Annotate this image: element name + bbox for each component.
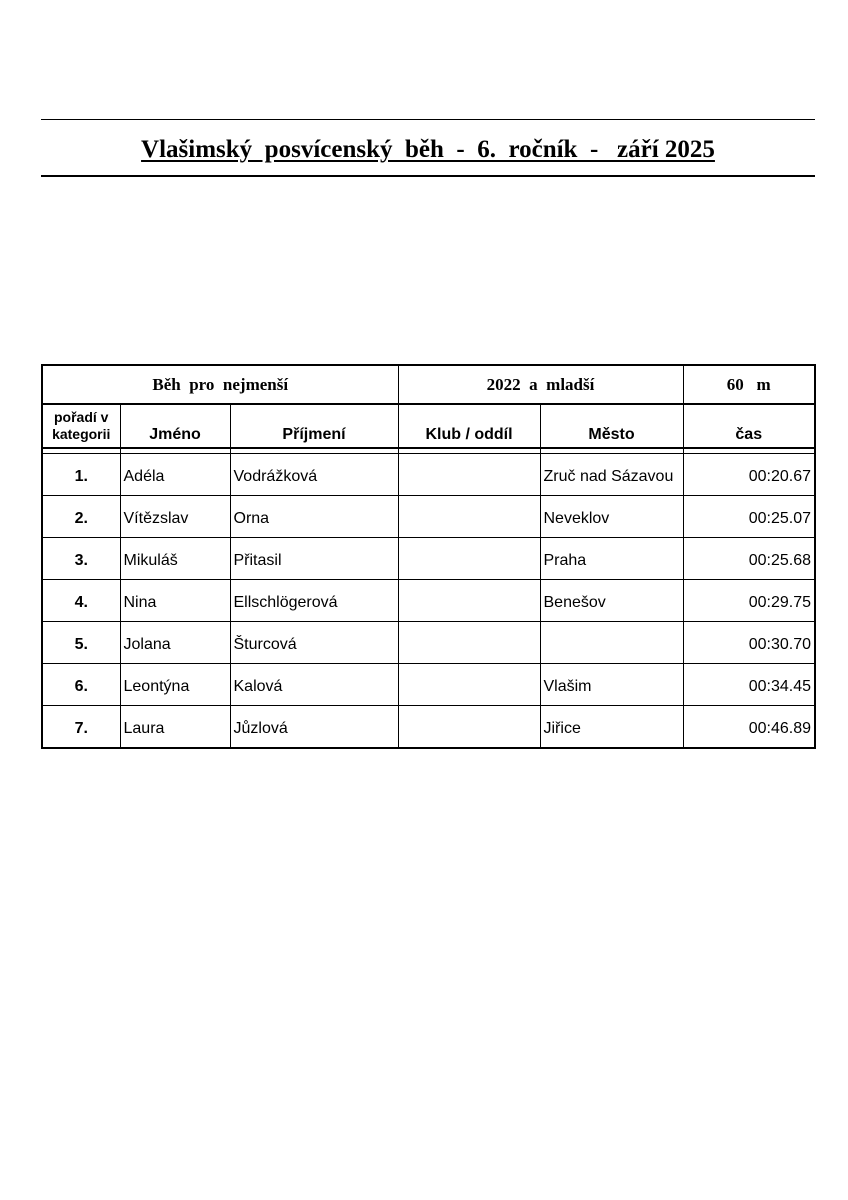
time-cell: 00:20.67 — [683, 454, 815, 496]
name-cell: Vítězslav — [120, 496, 230, 538]
city-cell: Neveklov — [540, 496, 683, 538]
name-cell: Adéla — [120, 454, 230, 496]
surname-cell: Ellschlögerová — [230, 580, 398, 622]
time-header: čas — [683, 404, 815, 448]
surname-header: Příjmení — [230, 404, 398, 448]
city-cell: Benešov — [540, 580, 683, 622]
city-cell: Praha — [540, 538, 683, 580]
city-cell: Zruč nad Sázavou — [540, 454, 683, 496]
category-name: Běh pro nejmenší — [42, 365, 398, 404]
table-row — [42, 706, 815, 749]
title-top-rule — [41, 119, 815, 120]
surname-cell: Vodrážková — [230, 454, 398, 496]
table-row — [42, 454, 815, 496]
category-distance: 60 m — [683, 365, 815, 404]
club-cell — [398, 496, 540, 538]
rank-cell: 5. — [42, 622, 120, 664]
name-cell: Jolana — [120, 622, 230, 664]
results-table — [41, 364, 816, 749]
club-cell — [398, 454, 540, 496]
name-cell: Leontýna — [120, 664, 230, 706]
surname-cell: Šturcová — [230, 622, 398, 664]
surname-cell: Orna — [230, 496, 398, 538]
table-row — [42, 538, 815, 580]
time-cell: 00:30.70 — [683, 622, 815, 664]
time-cell: 00:34.45 — [683, 664, 815, 706]
column-header-row — [42, 404, 815, 448]
city-cell: Vlašim — [540, 664, 683, 706]
table-row — [42, 496, 815, 538]
name-cell: Laura — [120, 706, 230, 749]
page-title: Vlašimský posvícenský běh - 6. ročník - září 2025 — [141, 136, 715, 163]
city-header: Město — [540, 404, 683, 448]
table-row — [42, 580, 815, 622]
rank-cell: 7. — [42, 706, 120, 749]
name-cell: Nina — [120, 580, 230, 622]
rank-header-line2: kategorii — [52, 425, 111, 442]
category-age: 2022 a mladší — [398, 365, 683, 404]
time-cell: 00:29.75 — [683, 580, 815, 622]
city-cell: Jiřice — [540, 706, 683, 749]
rank-cell: 1. — [42, 454, 120, 496]
rank-header-line1: pořadí v — [54, 408, 109, 425]
surname-cell: Přitasil — [230, 538, 398, 580]
time-cell: 00:25.07 — [683, 496, 815, 538]
time-cell: 00:25.68 — [683, 538, 815, 580]
club-cell — [398, 622, 540, 664]
rank-cell: 3. — [42, 538, 120, 580]
rank-header — [42, 404, 120, 448]
surname-cell: Kalová — [230, 664, 398, 706]
club-cell — [398, 706, 540, 749]
name-cell: Mikuláš — [120, 538, 230, 580]
rank-cell: 2. — [42, 496, 120, 538]
city-cell — [540, 622, 683, 664]
table-row — [42, 622, 815, 664]
club-cell — [398, 538, 540, 580]
table-row — [42, 664, 815, 706]
club-cell — [398, 580, 540, 622]
surname-cell: Jůzlová — [230, 706, 398, 749]
title-bottom-rule — [41, 175, 815, 177]
name-header: Jméno — [120, 404, 230, 448]
club-header: Klub / oddíl — [398, 404, 540, 448]
time-cell: 00:46.89 — [683, 706, 815, 749]
club-cell — [398, 664, 540, 706]
category-header-row — [42, 365, 815, 404]
rank-cell: 4. — [42, 580, 120, 622]
rank-cell: 6. — [42, 664, 120, 706]
